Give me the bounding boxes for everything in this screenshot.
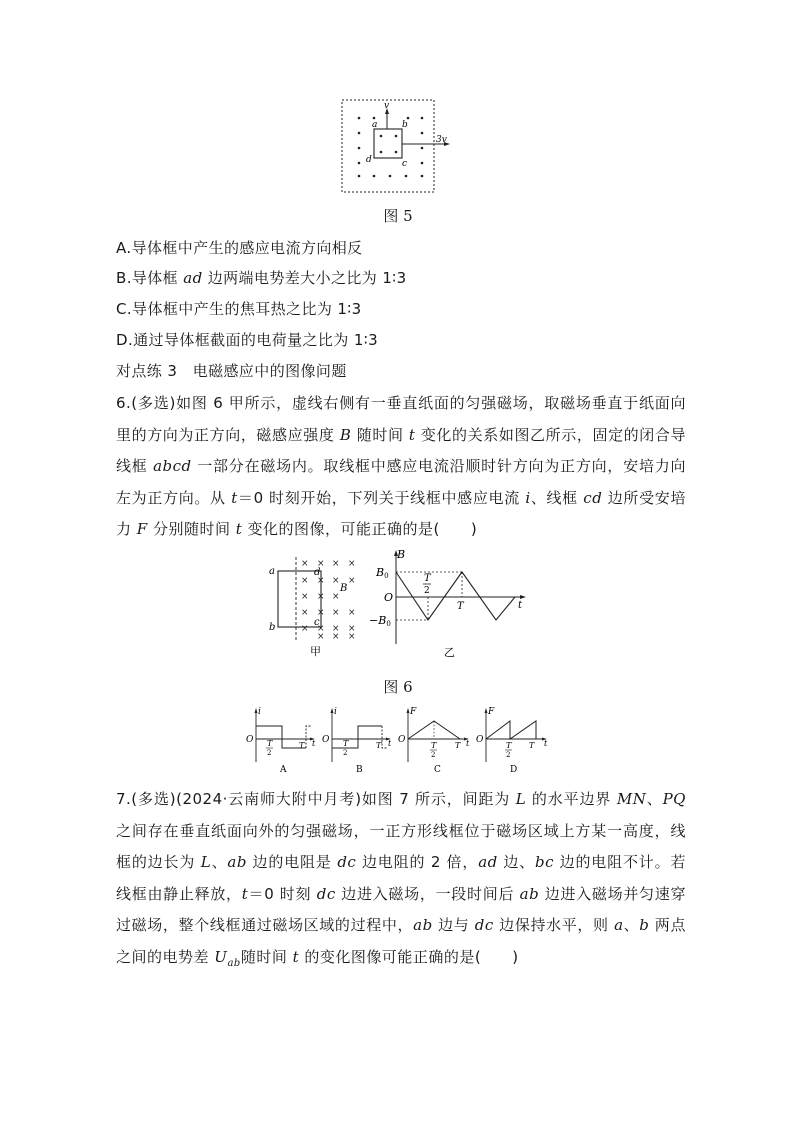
choice-a-i-label: i — [258, 707, 261, 717]
svg-text:×: × — [348, 624, 356, 634]
option-d: D.通过导体框截面的电荷量之比为 1∶3 — [116, 331, 379, 349]
label-origin: O — [384, 591, 394, 604]
field-dots — [358, 117, 424, 178]
svg-text:×: × — [332, 559, 340, 569]
section-title: 对点练 3 电磁感应中的图像问题 — [116, 362, 347, 380]
label-c: c — [402, 159, 408, 169]
svg-text:×: × — [332, 592, 340, 602]
svg-text:×: × — [332, 608, 340, 618]
svg-text:2: 2 — [267, 749, 272, 757]
label-field-B: B — [340, 583, 348, 594]
label-a: a — [372, 120, 378, 130]
svg-text:T: T — [376, 741, 382, 750]
label-3v: 3v — [436, 135, 447, 145]
svg-text:T: T — [299, 741, 305, 750]
option-a: A.导体框中产生的感应电流方向相反 — [116, 239, 363, 257]
svg-text:T: T — [506, 741, 512, 750]
label-yi: 乙 — [444, 646, 455, 658]
svg-text:×: × — [301, 576, 309, 586]
svg-text:×: × — [317, 559, 325, 569]
svg-text:×: × — [332, 632, 340, 642]
svg-text:t: t — [312, 739, 316, 748]
svg-text:T: T — [529, 741, 535, 750]
svg-text:t: t — [466, 739, 470, 748]
svg-text:×: × — [301, 624, 309, 634]
svg-text:×: × — [332, 576, 340, 586]
question-7-text: 7.(多选)(2024·云南师大附中月考)如图 7 所示，间距为 L 的水平边界 MN、PQ 之间存在垂直纸面向外的匀强磁场，一正方形线框位于磁场区域上方某一高度，线框的边长为 L、ab 边的电阻是 dc 边电阻的 2 倍，ad 边、bc 边的电阻不计。若线框由静止释放，t＝0 时刻 dc 边进入磁场，一段时间后 ab 边进入磁场并匀速穿过磁场，整个线框通过磁场区域的过程中，ab 边与 dc 边保持水平，则 a、b 两点之间的电势差 $U_{ab}$随时间 t 的变化图像可能正确的是( ) — [116, 790, 686, 969]
choice-b-label: B — [356, 765, 363, 775]
choice-b-origin: O — [322, 735, 330, 745]
b-waveform — [396, 572, 515, 620]
choice-graphs-abcd — [240, 706, 560, 778]
choice-c-label: C — [434, 765, 441, 775]
label-B0: B0 — [376, 566, 389, 580]
option-b: B.导体框 ad 边两端电势差大小之比为 1∶3 — [116, 269, 407, 287]
question-6-text: 6.(多选)如图 6 甲所示，虚线右侧有一垂直纸面的匀强磁场，取磁场垂直于纸面向里的方向为正方向，磁感应强度 B 随时间 t 变化的关系如图乙所示，固定的闭合导线框 abcd 一部分在磁场内。取线框中感应电流沿顺时针方向为正方向，安培力向左为正方向。从 t＝0 时刻开始，下列关于线框中感应电流 i、线框 cd 边所受安培力 F 分别随时间 t 变化的图像，可能正确的是( ) — [116, 394, 686, 538]
label-half-T-den: 2 — [424, 586, 430, 596]
svg-text:×: × — [317, 608, 325, 618]
label-a: a — [269, 566, 275, 577]
svg-text:T: T — [455, 741, 461, 750]
figure-6-yi-graph — [364, 548, 534, 658]
label-jia: 甲 — [310, 645, 321, 657]
svg-text:×: × — [348, 576, 356, 586]
choice-d-F-label: F — [488, 707, 495, 717]
choice-d-graph — [476, 707, 548, 775]
label-B-axis: B — [397, 548, 406, 561]
svg-text:×: × — [301, 592, 309, 602]
choice-a-origin: O — [246, 735, 254, 745]
choice-c-F-label: F — [410, 707, 417, 717]
choice-c-origin: O — [398, 735, 406, 745]
figure-6-jia-diagram — [264, 553, 364, 657]
choice-b-i-label: i — [334, 707, 337, 717]
choice-b-graph — [322, 707, 392, 775]
conductor-frame — [374, 129, 402, 158]
svg-text:T: T — [431, 741, 437, 750]
figure-6-caption: 图 6 — [383, 678, 413, 696]
choice-d-origin: O — [476, 735, 484, 745]
svg-text:×: × — [301, 608, 309, 618]
label-c: c — [314, 617, 320, 628]
svg-text:×: × — [332, 624, 340, 634]
figure-5-diagram — [336, 96, 460, 196]
label-b: b — [402, 120, 408, 130]
svg-text:×: × — [348, 608, 356, 618]
svg-text:T: T — [267, 739, 273, 748]
svg-text:2: 2 — [506, 751, 511, 759]
svg-text:×: × — [317, 592, 325, 602]
label-half-T-num: T — [424, 573, 431, 584]
choice-d-label: D — [510, 765, 518, 775]
choice-c-graph — [398, 707, 470, 775]
svg-text:t: t — [544, 739, 548, 748]
label-d: d — [366, 155, 372, 165]
option-c: C.导体框中产生的焦耳热之比为 1∶3 — [116, 300, 362, 318]
label-T: T — [457, 601, 464, 612]
svg-text:×: × — [348, 632, 356, 642]
svg-text:×: × — [348, 559, 356, 569]
svg-text:×: × — [317, 632, 325, 642]
label-v: v — [384, 101, 390, 111]
svg-text:2: 2 — [431, 751, 436, 759]
svg-text:×: × — [301, 559, 309, 569]
svg-text:2: 2 — [343, 749, 348, 757]
svg-text:t: t — [388, 739, 392, 748]
choice-a-graph — [246, 707, 316, 775]
label-neg-B0: −B0 — [369, 614, 391, 628]
choice-a-label: A — [280, 765, 287, 775]
svg-text:×: × — [317, 576, 325, 586]
label-b: b — [269, 622, 276, 633]
svg-text:×: × — [317, 624, 325, 634]
label-d: d — [314, 567, 321, 578]
figure-5-caption: 图 5 — [383, 207, 413, 225]
svg-text:T: T — [343, 739, 349, 748]
label-t: t — [518, 600, 523, 611]
